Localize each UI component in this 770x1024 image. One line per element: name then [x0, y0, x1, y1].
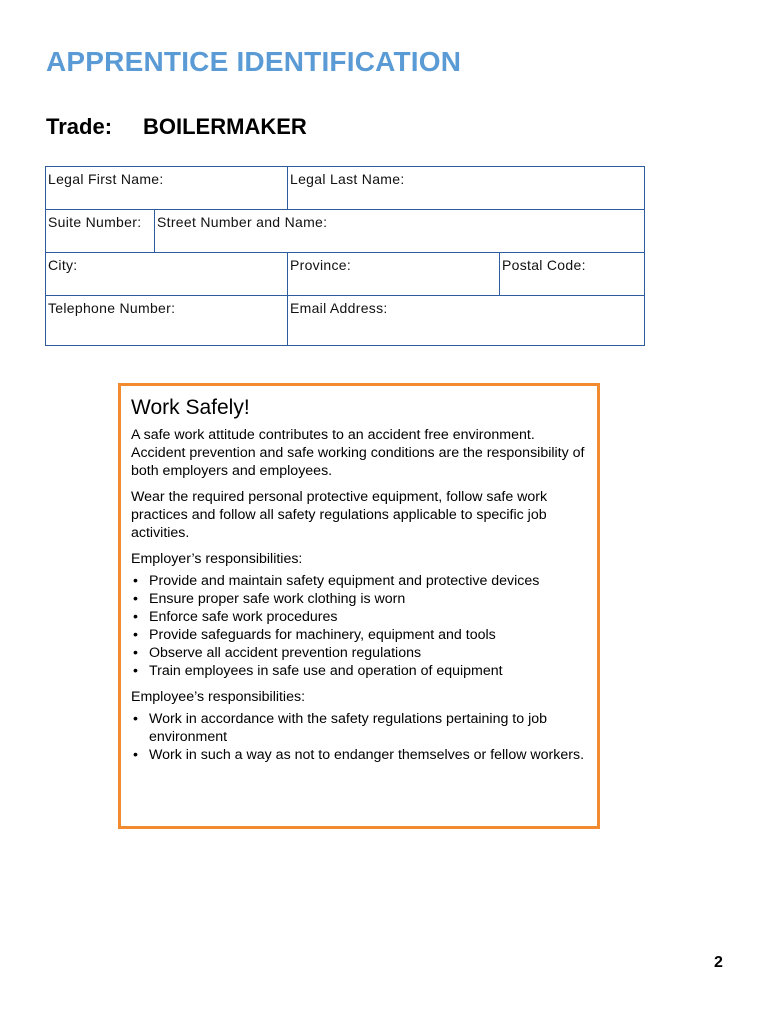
list-item: • Work in accordance with the safety regulations pertaining to job environment — [131, 710, 587, 746]
list-item: • Ensure proper safe work clothing is worn — [131, 590, 587, 608]
telephone-field[interactable]: Telephone Number: — [48, 300, 176, 316]
employee-list — [131, 710, 587, 764]
safety-paragraph-1: A safe work attitude contributes to an accident free environment. Accident prevention and safe working conditions are the responsibility of both employers and employees. — [131, 427, 585, 479]
list-item: • Train employees in safe use and operation of equipment — [131, 662, 587, 680]
postal-code-field[interactable]: Postal Code: — [499, 253, 644, 295]
form-row-city — [46, 253, 644, 296]
employer-heading: Employer’s responsibilities: — [131, 551, 303, 567]
suite-number-field[interactable]: Suite Number: — [48, 214, 142, 230]
city-field[interactable]: City: — [48, 257, 78, 273]
trade-line — [46, 114, 307, 140]
legal-first-name-field[interactable]: Legal First Name: — [48, 171, 164, 187]
list-item: • Enforce safe work procedures — [131, 608, 587, 626]
legal-last-name-field[interactable]: Legal Last Name: — [287, 167, 644, 209]
form-row-address — [46, 210, 644, 253]
street-field[interactable]: Street Number and Name: — [154, 210, 644, 252]
identification-form — [45, 166, 645, 346]
form-row-name — [46, 167, 644, 210]
list-item: • Observe all accident prevention regulations — [131, 644, 587, 662]
email-field[interactable]: Email Address: — [287, 296, 644, 345]
page-number: 2 — [714, 954, 723, 971]
list-item: • Provide safeguards for machinery, equipment and tools — [131, 626, 587, 644]
form-row-contact — [46, 296, 644, 345]
employer-list — [131, 572, 587, 680]
employee-heading: Employee’s responsibilities: — [131, 689, 306, 705]
trade-value: BOILERMAKER — [143, 114, 307, 139]
page-title: APPRENTICE IDENTIFICATION — [46, 46, 462, 77]
work-safely-box — [118, 383, 600, 829]
safety-paragraph-2: Wear the required personal protective equipment, follow safe work practices and follow all safety regulations applicable to specific job activities. — [131, 489, 548, 541]
province-field[interactable]: Province: — [287, 253, 499, 295]
list-item: • Work in such a way as not to endanger themselves or fellow workers. — [131, 746, 587, 764]
list-item: • Provide and maintain safety equipment and protective devices — [131, 572, 587, 590]
safety-heading: Work Safely! — [131, 396, 250, 419]
trade-label: Trade: — [46, 114, 113, 139]
